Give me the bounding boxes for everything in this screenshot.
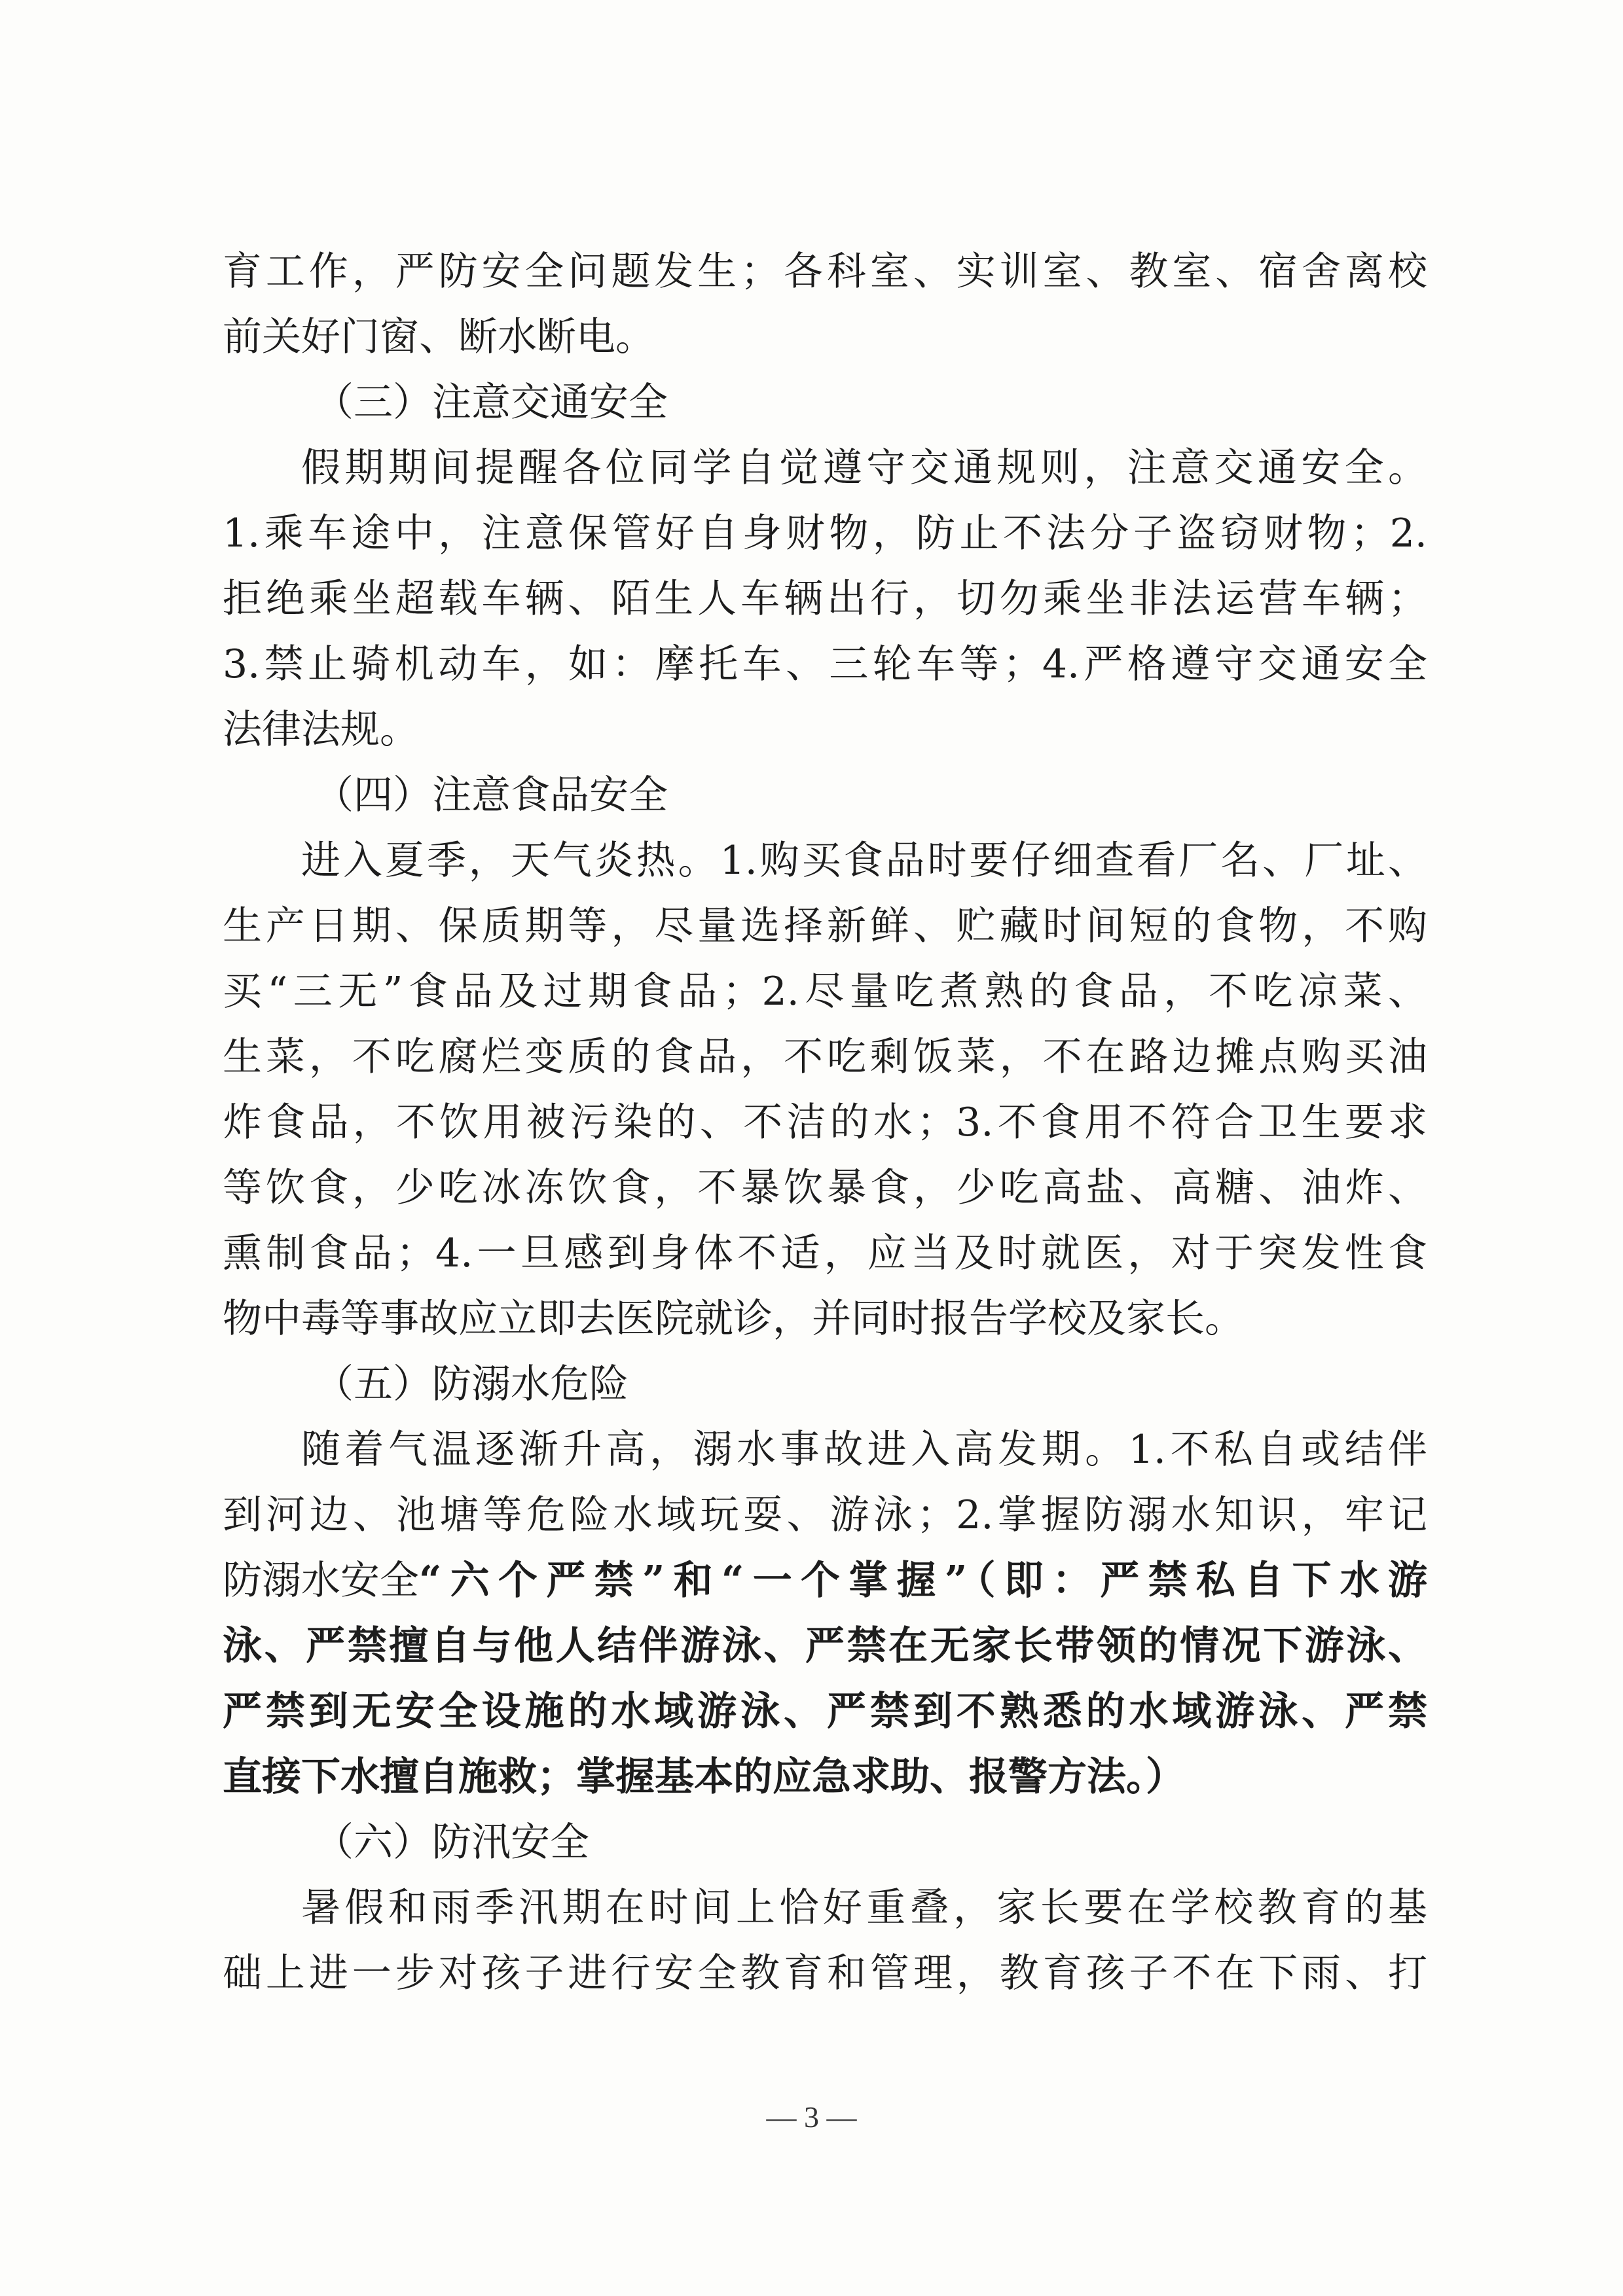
paragraph-line: 熏制食品；4.一旦感到身体不适，应当及时就医，对于突发性食 (223, 1230, 1427, 1276)
section-heading-food: （四）注意食品安全 (314, 772, 668, 818)
paragraph-line: 前关好门窗、断水断电。 (223, 314, 655, 360)
paragraph-line: 进入夏季，天气炎热。1.购买食品时要仔细查看厂名、厂址、 (301, 838, 1427, 884)
paragraph-line: 育工作，严防安全问题发生；各科室、实训室、教室、宿舍离校 (223, 249, 1427, 295)
paragraph-line: 到河边、池塘等危险水域玩耍、游泳；2.掌握防溺水知识，牢记 (223, 1492, 1427, 1538)
paragraph-line: 等饮食，少吃冰冻饮食，不暴饮暴食，少吃高盐、高糖、油炸、 (223, 1165, 1427, 1211)
paragraph-line: 买“三无”食品及过期食品；2.尽量吃煮熟的食品，不吃凉菜、 (223, 969, 1427, 1014)
page-number: — 3 — (766, 2100, 857, 2134)
paragraph-line: 炸食品，不饮用被污染的、不洁的水；3.不食用不符合卫生要求 (223, 1100, 1427, 1145)
paragraph-line: 3.禁止骑机动车，如：摩托车、三轮车等；4.严格遵守交通安全 (223, 641, 1427, 687)
paragraph-line-mixed (223, 1548, 1427, 1613)
paragraph-line: 随着气温逐渐升高，溺水事故进入高发期。1.不私自或结伴 (301, 1427, 1427, 1473)
paragraph-line: 拒绝乘坐超载车辆、陌生人车辆出行，切勿乘坐非法运营车辆； (223, 576, 1427, 622)
paragraph-text-bold: “六个严禁”和“一个掌握”（即：严禁私自下水游 (419, 1558, 1427, 1604)
paragraph-line-bold: 泳、严禁擅自与他人结伴游泳、严禁在无家长带领的情况下游泳、 (223, 1623, 1427, 1669)
section-heading-drowning: （五）防溺水危险 (314, 1361, 629, 1407)
paragraph-line: 1.乘车途中，注意保管好自身财物，防止不法分子盗窃财物；2. (223, 511, 1427, 556)
paragraph-line: 物中毒等事故应立即去医院就诊，并同时报告学校及家长。 (223, 1296, 1244, 1342)
section-heading-traffic: （三）注意交通安全 (314, 380, 668, 425)
section-heading-flood: （六）防汛安全 (314, 1820, 589, 1865)
paragraph-line: 生菜，不吃腐烂变质的食品，不吃剩饭菜，不在路边摊点购买油 (223, 1034, 1427, 1080)
paragraph-line: 础上进一步对孩子进行安全教育和管理，教育孩子不在下雨、打 (223, 1950, 1427, 1996)
paragraph-line: 法律法规。 (223, 707, 419, 753)
paragraph-line-bold: 严禁到无安全设施的水域游泳、严禁到不熟悉的水域游泳、严禁 (223, 1689, 1427, 1734)
paragraph-line: 生产日期、保质期等，尽量选择新鲜、贮藏时间短的食物，不购 (223, 903, 1427, 949)
paragraph-line-bold: 直接下水擅自施救；掌握基本的应急求助、报警方法。） (223, 1754, 1185, 1800)
paragraph-line: 暑假和雨季汛期在时间上恰好重叠，家长要在学校教育的基 (301, 1885, 1427, 1931)
paragraph-text-regular: 防溺水安全 (223, 1558, 419, 1604)
paragraph-line: 假期期间提醒各位同学自觉遵守交通规则，注意交通安全。 (301, 445, 1427, 491)
